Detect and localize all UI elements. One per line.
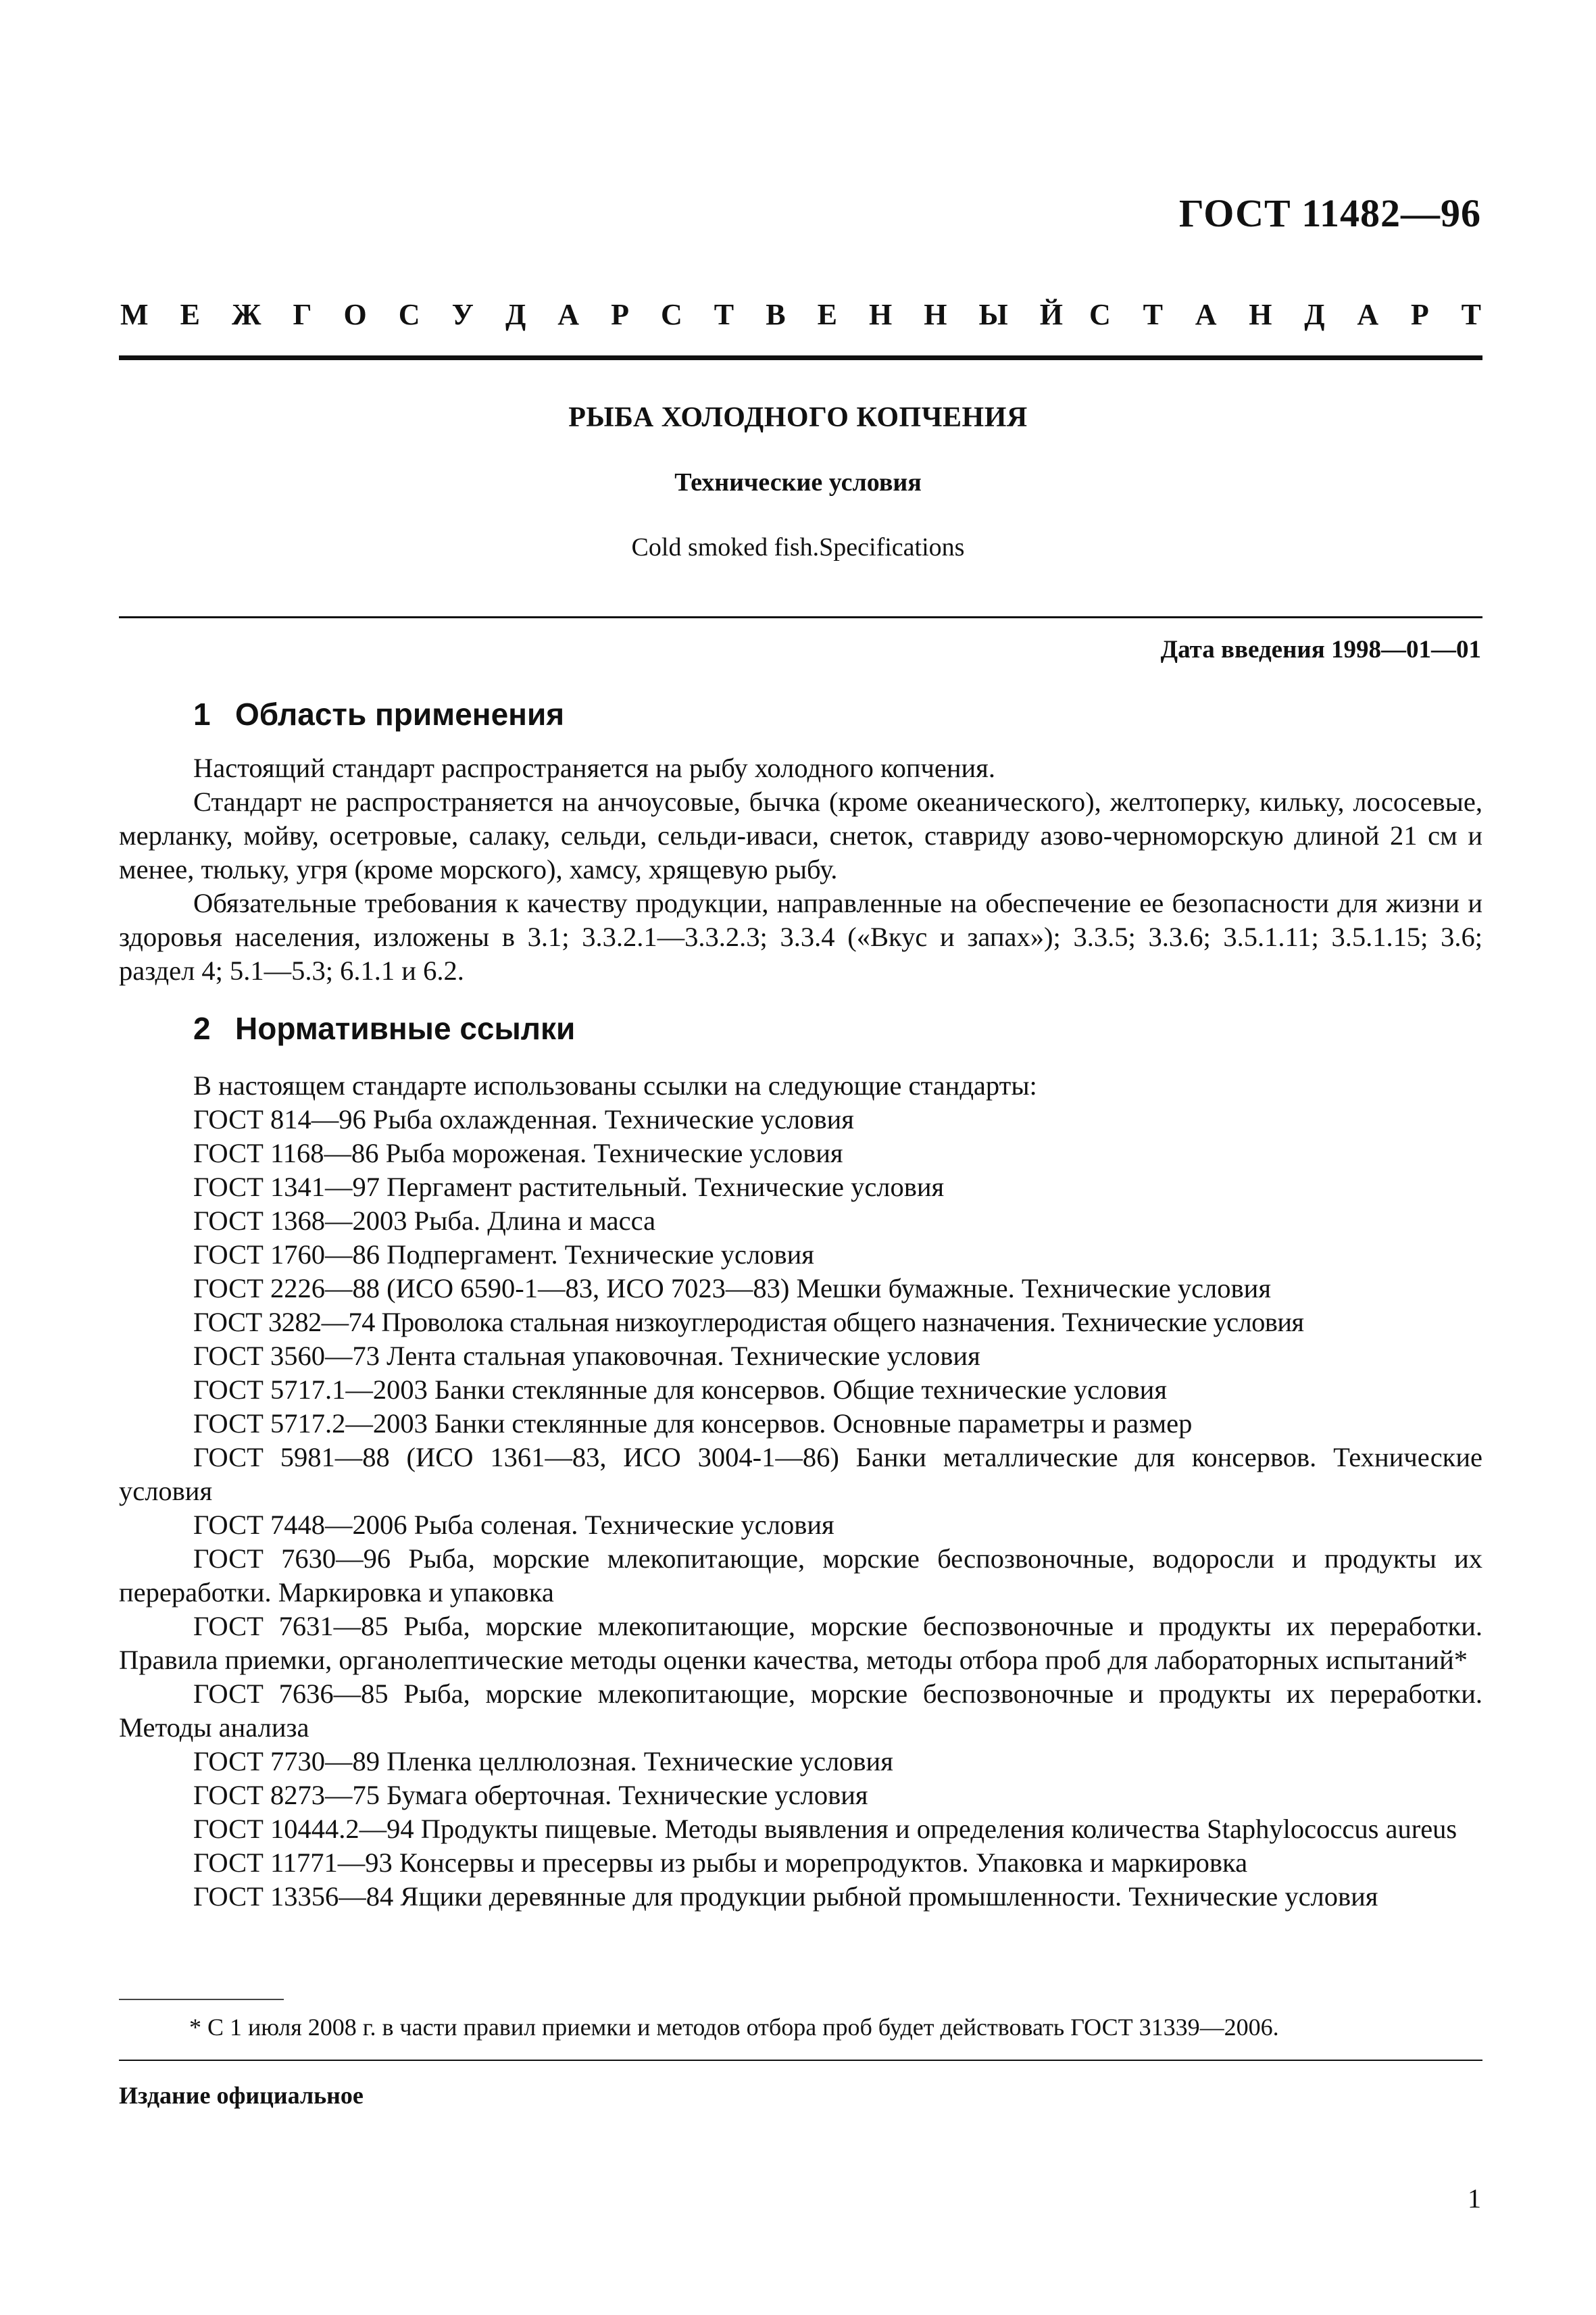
reference-item: ГОСТ 13356—84 Ящики деревянные для продукции рыбной промышленности. Технические условия (193, 1881, 1378, 1912)
section-2-body (119, 1069, 1482, 1914)
section-1-number: 1 (193, 697, 211, 732)
title-rule (119, 616, 1482, 618)
section-1-paragraph: Настоящий стандарт распространяется на рыбу холодного копчения. (193, 753, 995, 783)
banner-letter: А (557, 298, 580, 331)
banner-letter: Е (817, 298, 837, 331)
reference-item: ГОСТ 7636—85 Рыба, морские млекопитающие, морские беспозвоночные и продукты их переработки. Методы анализа (119, 1678, 1482, 1743)
reference-item: ГОСТ 7631—85 Рыба, морские млекопитающие, морские беспозвоночные и продукты их переработки. Правила приемки, органолептические методы оценки качества, методы отбора проб для лабораторных испытаний* (119, 1611, 1482, 1675)
banner-letter: Е (180, 298, 200, 331)
section-1-paragraph: Стандарт не распространяется на анчоусовые, бычка (кроме океанического), желтоперку, кильку, лососевые, мерланку, мойву, осетровые, салаку, сельди, сельди-иваси, снеток, ставриду азово-черноморскую длиной 21 см и менее, тюльку, угря (кроме морского), хамсу, хрящевую рыбу. (119, 787, 1482, 885)
introduction-date: Дата введения 1998—01—01 (1160, 636, 1481, 664)
section-1-paragraph: Обязательные требования к качеству продукции, направленные на обеспечение ее безопасности для жизни и здоровья населения, изложены в 3.1; 3.3.2.1—3.3.2.3; 3.3.4 («Вкус и запах»); 3.3.5; 3.3.6; 3.5.1.11; 3.5.1.15; 3.6; раздел 4; 5.1—5.3; 6.1.1 и 6.2. (119, 888, 1482, 986)
section-1-title: Область применения (235, 697, 565, 732)
banner-letter: Н (1249, 298, 1272, 331)
reference-item: ГОСТ 3560—73 Лента стальная упаковочная. Технические условия (193, 1341, 980, 1371)
reference-item: ГОСТ 1341—97 Пергамент растительный. Технические условия (193, 1172, 945, 1202)
gost-designation: ГОСТ 11482—96 (1178, 191, 1481, 235)
reference-item: ГОСТ 8273—75 Бумага оберточная. Технические условия (193, 1780, 868, 1810)
section-1-body (119, 751, 1482, 988)
banner-letter: Д (1304, 298, 1325, 331)
banner-letter: В (766, 298, 786, 331)
section-1-heading (193, 696, 564, 732)
banner-letter: Р (1410, 298, 1429, 331)
banner-letter: О (343, 298, 367, 331)
banner-letter: Ж (231, 298, 261, 331)
banner-letter: С (660, 298, 682, 331)
reference-item: ГОСТ 7448—2006 Рыба соленая. Технические условия (193, 1510, 834, 1540)
banner-letter: Д (505, 298, 526, 331)
section-2-heading (193, 1010, 575, 1047)
section-2-number: 2 (193, 1011, 211, 1046)
section-2-intro: В настоящем стандарте использованы ссылки на следующие стандарты: (193, 1070, 1037, 1101)
document-title: РЫБА ХОЛОДНОГО КОПЧЕНИЯ (568, 402, 1028, 433)
banner-letter: Т (714, 298, 734, 331)
footnote: * С 1 июля 2008 г. в части правил приемки и методов отбора проб будет действовать ГОСТ 31339—2006. (189, 2014, 1279, 2041)
reference-item: ГОСТ 3282—74 Проволока стальная низкоуглеродистая общего назначения. Технические условия (193, 1307, 1304, 1337)
reference-item: ГОСТ 1760—86 Подпергамент. Технические условия (193, 1239, 814, 1270)
page-number: 1 (1468, 2183, 1481, 2214)
banner-letter: У (451, 298, 474, 331)
reference-item: ГОСТ 2226—88 (ИСО 6590-1—83, ИСО 7023—83) Мешки бумажные. Технические условия (193, 1273, 1271, 1303)
banner-letter: А (1195, 298, 1217, 331)
banner-letter: С (398, 298, 420, 331)
banner-letter: С (1089, 298, 1111, 331)
reference-item: ГОСТ 11771—93 Консервы и пресервы из рыбы и морепродуктов. Упаковка и маркировка (193, 1847, 1248, 1878)
section-2-title: Нормативные ссылки (235, 1011, 576, 1046)
banner-letter: Т (1143, 298, 1163, 331)
footer-rule (119, 2060, 1482, 2061)
standard-type-right (1089, 297, 1481, 332)
banner-letter: Г (293, 298, 312, 331)
banner-letter: Н (924, 298, 947, 331)
banner-letter: Ы (978, 298, 1008, 331)
banner-letter: Н (868, 298, 893, 331)
banner-letter: М (120, 298, 149, 331)
reference-item: ГОСТ 1368—2003 Рыба. Длина и масса (193, 1205, 656, 1236)
reference-item: ГОСТ 7630—96 Рыба, морские млекопитающие, морские беспозвоночные, водоросли и продукты их переработки. Маркировка и упаковка (119, 1543, 1482, 1608)
reference-item: ГОСТ 7730—89 Пленка целлюлозная. Технические условия (193, 1746, 893, 1776)
header-rule (119, 355, 1482, 360)
banner-letter: Р (611, 298, 629, 331)
banner-letter: А (1357, 298, 1379, 331)
footnote-separator (119, 1999, 284, 2000)
reference-item: ГОСТ 1168—86 Рыба мороженая. Технические условия (193, 1138, 843, 1168)
banner-letter: Т (1461, 298, 1481, 331)
standard-type-left (120, 297, 1063, 332)
edition-label: Издание официальное (119, 2082, 364, 2109)
banner-letter: Й (1039, 298, 1063, 331)
reference-item: ГОСТ 814—96 Рыба охлажденная. Технические условия (193, 1104, 854, 1135)
reference-item: ГОСТ 10444.2—94 Продукты пищевые. Методы выявления и определения количества Staphylococcus aureus (193, 1814, 1457, 1844)
reference-item: ГОСТ 5981—88 (ИСО 1361—83, ИСО 3004-1—86) Банки металлические для консервов. Технические условия (119, 1442, 1482, 1506)
reference-item: ГОСТ 5717.1—2003 Банки стеклянные для консервов. Общие технические условия (193, 1374, 1167, 1405)
reference-item: ГОСТ 5717.2—2003 Банки стеклянные для консервов. Основные параметры и размер (193, 1408, 1193, 1439)
document-subtitle: Технические условия (674, 468, 922, 497)
english-title: Cold smoked fish.Specifications (631, 533, 965, 562)
standard-type-banner (120, 297, 1481, 332)
